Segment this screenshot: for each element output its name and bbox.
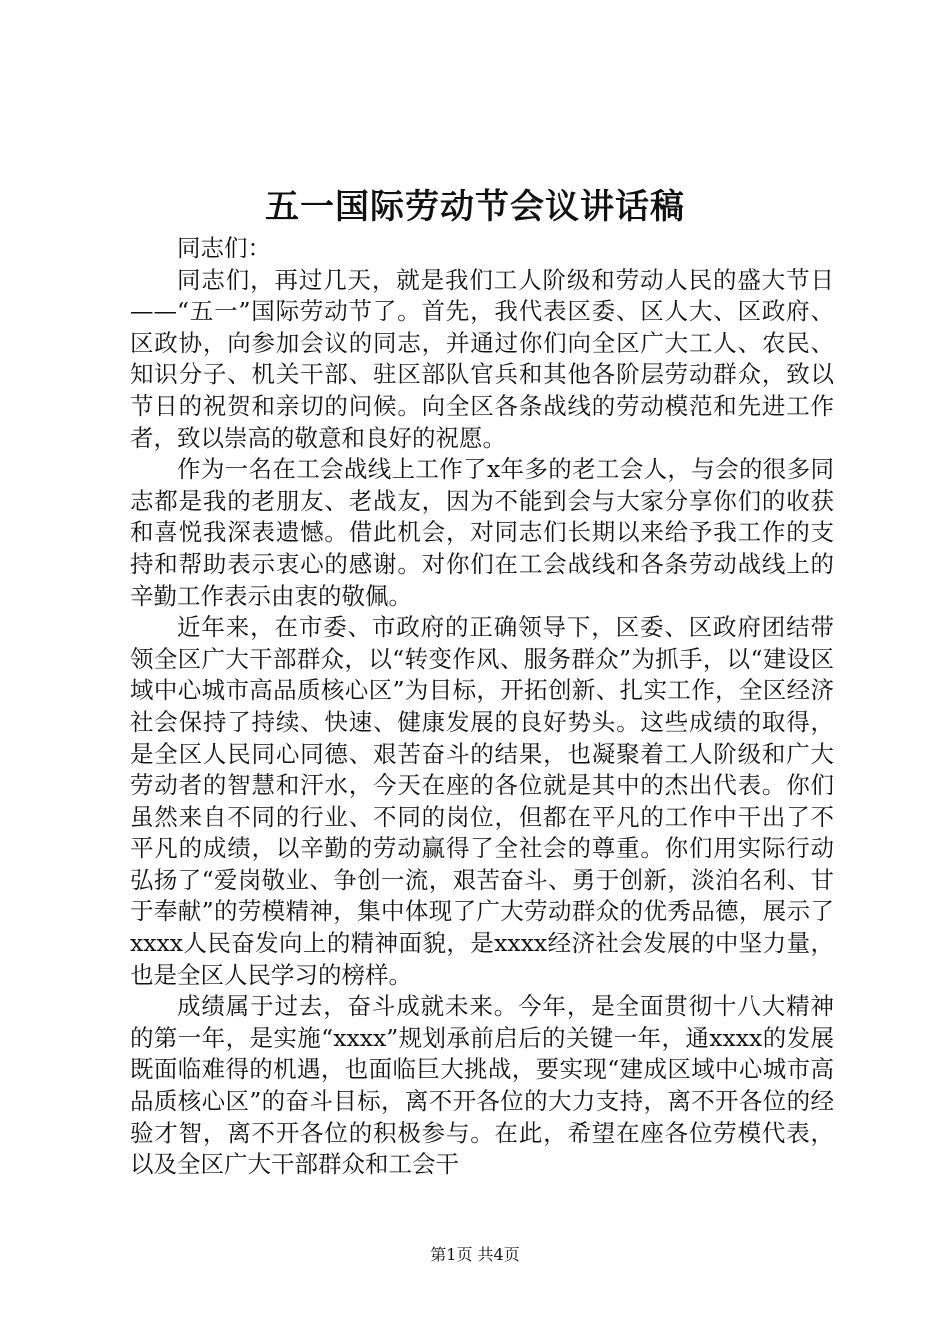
document-body	[130, 233, 834, 1181]
document-title: 五一国际劳动节会议讲话稿	[265, 187, 685, 227]
paragraph: 作为一名在工会战线上工作了x年多的老工会人，与会的很多同志都是我的老朋友、老战友，因为不能到会与大家分享你们的收获和喜悦我深表遗憾。借此机会，对同志们长期以来给予我工作的支持和帮助表示衷心的感谢。对你们在工会战线和各条劳动战线上的辛勤工作表示由衷的敬佩。	[130, 455, 834, 610]
salutation: 同志们：	[177, 234, 271, 262]
paragraph: 近年来，在市委、市政府的正确领导下，区委、区政府团结带领全区广大干部群众，以“转变作风、服务群众”为抓手，以“建设区域中心城市高品质核心区”为目标，开拓创新、扎实工作，全区经济社会保持了持续、快速、健康发展的良好势头。这些成绩的取得，是全区人民同心同德、艰苦奋斗的结果，也凝聚着工人阶级和广大劳动者的智慧和汗水，今天在座的各位就是其中的杰出代表。你们虽然来自不同的行业、不同的岗位，但都在平凡的工作中干出了不平凡的成绩，以辛勤的劳动赢得了全社会的尊重。你们用实际行动弘扬了“爱岗敬业、争创一流，艰苦奋斗、勇于创新，淡泊名利、甘于奉献”的劳模精神，集中体现了广大劳动群众的优秀品德，展示了xxxx人民奋发向上的精神面貌，是xxxx经济社会发展的中坚力量，也是全区人民学习的榜样。	[130, 613, 834, 989]
paragraph: 同志们，再过几天，就是我们工人阶级和劳动人民的盛大节日——“五一”国际劳动节了。首先，我代表区委、区人大、区政府、区政协，向参加会议的同志，并通过你们向全区广大工人、农民、知识分子、机关干部、驻区部队官兵和其他各阶层劳动群众，致以节日的祝贺和亲切的问候。向全区各条战线的劳动模范和先进工作者，致以崇高的敬意和良好的祝愿。	[130, 265, 834, 452]
page-number-footer: 第1页 共4页	[430, 1245, 520, 1264]
paragraph: 成绩属于过去，奋斗成就未来。今年，是全面贯彻十八大精神的第一年，是实施“xxxx”规划承前启后的关键一年，通xxxx的发展既面临难得的机遇，也面临巨大挑战，要实现“建成区域中心城市高品质核心区”的奋斗目标，离不开各位的大力支持，离不开各位的经验才智，离不开各位的积极参与。在此，希望在座各位劳模代表，以及全区广大干部群众和工会干	[130, 992, 834, 1179]
